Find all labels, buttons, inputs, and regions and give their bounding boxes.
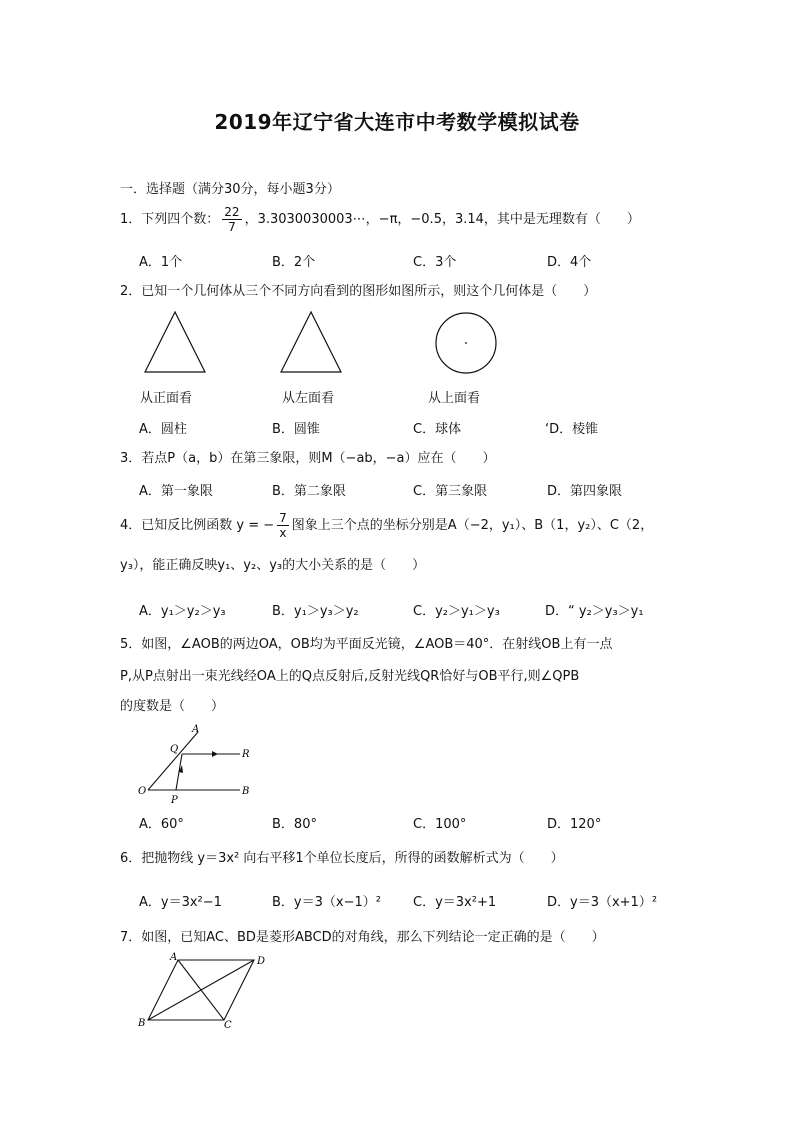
q1-option-b: B．2个 xyxy=(272,255,316,270)
q4-option-d: D．“ y₂＞y₃＞y₁ xyxy=(545,604,644,619)
q2-option-c: C．球体 xyxy=(413,422,462,437)
q1-frac-num: 22 xyxy=(224,205,240,219)
q5-option-c: C．100° xyxy=(413,817,467,832)
question-3: 3．若点P（a，b）在第三象限，则M（−ab，−a）应在（ ） xyxy=(120,451,496,466)
q5-line1: 5．如图，∠AOB的两边OA，OB均为平面反光镜，∠AOB＝40°．在射线OB上有一点 xyxy=(120,637,613,652)
q2-caption-left: 从左面看 xyxy=(282,391,335,406)
q4-option-a: A．y₁＞y₂＞y₃ xyxy=(139,604,226,619)
label-r: R xyxy=(242,749,250,760)
q4-frac-den: x xyxy=(279,526,287,540)
question-1 xyxy=(120,205,640,234)
q1-frac-den: 7 xyxy=(228,220,236,234)
left-view-triangle xyxy=(281,312,341,372)
page-title: 2019年辽宁省大连市中考数学模拟试卷 xyxy=(214,110,580,134)
section-heading: 一．选择题（满分30分，每小题3分） xyxy=(120,182,340,197)
label-a: A xyxy=(170,952,178,963)
arrow-qr-icon xyxy=(212,751,218,757)
q1-option-a: A．1个 xyxy=(139,255,183,270)
q1-option-d: D．4个 xyxy=(547,255,592,270)
q6-option-d: D．y＝3（x+1）² xyxy=(547,895,658,910)
label-b: B xyxy=(242,786,250,797)
q5-line2: P,从P点射出一束光线经OA上的Q点反射后,反射光线QR恰好与OB平行,则∠QPB xyxy=(120,669,580,684)
top-view-center-dot xyxy=(465,342,467,344)
ray-oa xyxy=(148,732,198,790)
q4-line2: y₃），能正确反映y₁、y₂、y₃的大小关系的是（ ） xyxy=(120,558,426,573)
q5-reflection-figure xyxy=(130,720,270,810)
q2-three-views-figure xyxy=(140,308,540,378)
q1-lead: 1．下列四个数： xyxy=(120,212,220,227)
q4-fraction xyxy=(277,511,289,540)
q4-option-c: C．y₂＞y₁＞y₃ xyxy=(413,604,500,619)
q4-option-b: B．y₁＞y₃＞y₂ xyxy=(272,604,359,619)
q1-option-c: C．3个 xyxy=(413,255,457,270)
question-4 xyxy=(120,511,653,540)
q6-option-c: C．y＝3x²+1 xyxy=(413,895,497,910)
q5-line3: 的度数是（ ） xyxy=(120,699,225,714)
label-d: D xyxy=(257,956,266,967)
label-a: A xyxy=(192,724,200,735)
q3-option-a: A．第一象限 xyxy=(139,484,213,499)
label-q: Q xyxy=(170,744,179,755)
q3-option-b: B．第二象限 xyxy=(272,484,346,499)
q4-lead: 4．已知反比例函数 y = − xyxy=(120,518,275,533)
q5-option-b: B．80° xyxy=(272,817,317,832)
q2-caption-top: 从上面看 xyxy=(428,391,481,406)
question-2: 2．已知一个几何体从三个不同方向看到的图形如图所示，则这个几何体是（ ） xyxy=(120,284,597,299)
label-c: C xyxy=(224,1020,232,1030)
q7-rhombus-figure xyxy=(130,948,275,1030)
q4-rest: 图象上三个点的坐标分别是A（−2，y₁）、B（1，y₂）、C（2， xyxy=(291,518,654,533)
q5-option-d: D．120° xyxy=(547,817,602,832)
question-7: 7．如图，已知AC、BD是菱形ABCD的对角线，那么下列结论一定正确的是（ ） xyxy=(120,930,605,945)
front-view-triangle xyxy=(145,312,205,372)
q3-option-c: C．第三象限 xyxy=(413,484,488,499)
diagonal-bd xyxy=(148,960,254,1020)
q2-option-d: ‘D．棱锥 xyxy=(545,422,599,437)
q3-option-d: D．第四象限 xyxy=(547,484,623,499)
label-p: P xyxy=(171,795,178,806)
q4-frac-num: 7 xyxy=(279,511,287,525)
q2-option-b: B．圆锥 xyxy=(272,422,320,437)
q1-fraction xyxy=(222,205,241,234)
label-b: B xyxy=(138,1018,146,1029)
question-6: 6．把抛物线 y＝3x² 向右平移1个单位长度后，所得的函数解析式为（ ） xyxy=(120,851,564,866)
q2-option-a: A．圆柱 xyxy=(139,422,187,437)
q6-option-b: B．y＝3（x−1）² xyxy=(272,895,381,910)
q1-rest: ，3.3030030003⋯，−π，−0.5，3.14，其中是无理数有（ ） xyxy=(244,212,640,227)
q6-option-a: A．y＝3x²−1 xyxy=(139,895,222,910)
q5-option-a: A．60° xyxy=(139,817,184,832)
label-o: O xyxy=(138,786,147,797)
q2-caption-front: 从正面看 xyxy=(140,391,193,406)
